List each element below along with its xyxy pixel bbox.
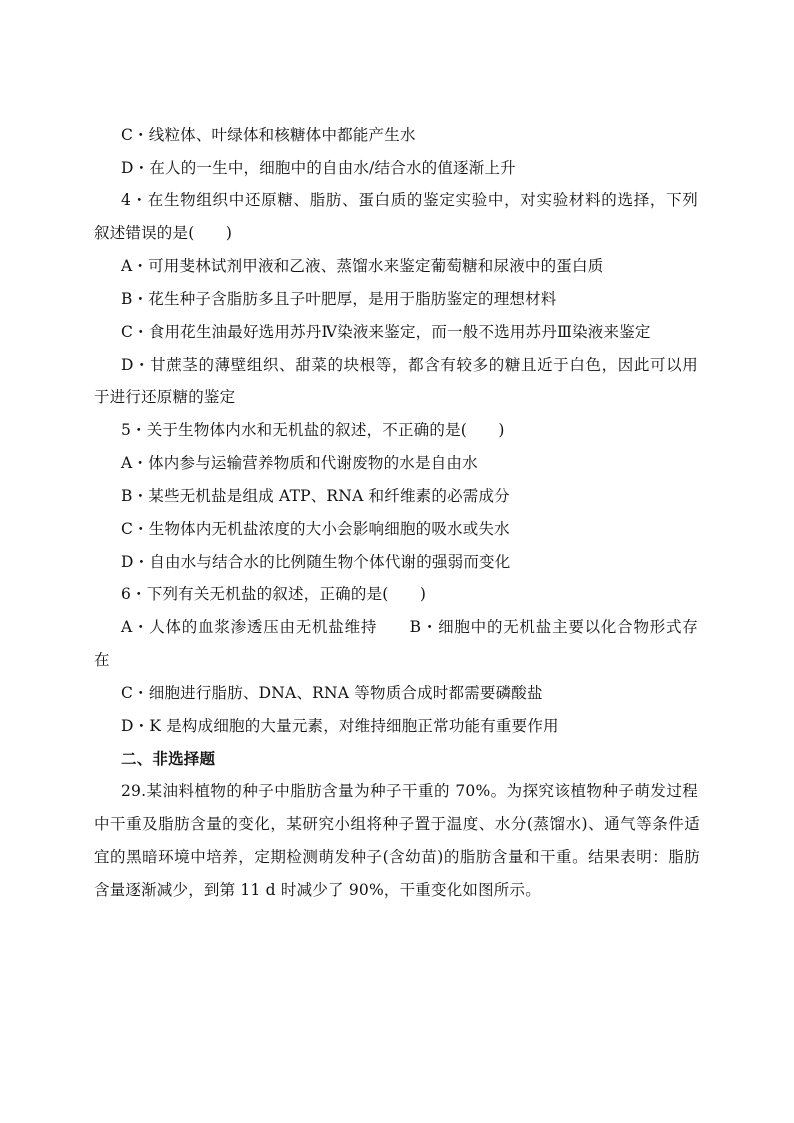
q6-option-ab-line1: A・人体的血浆渗透压由无机盐维持 B・细胞中的无机盐主要以化合物形式存	[121, 618, 698, 636]
q5-option-c: C・生物体内无机盐浓度的大小会影响细胞的吸水或失水	[121, 520, 510, 538]
section-heading-non-choice: 二、非选择题	[121, 749, 216, 768]
q5-option-d: D・自由水与结合水的比例随生物个体代谢的强弱而变化	[121, 553, 511, 571]
q4-option-a: A・可用斐林试剂甲液和乙液、蒸馏水来鉴定葡萄糖和尿液中的蛋白质	[121, 257, 604, 275]
q4-option-d-line1: D・甘蔗茎的薄壁组织、甜菜的块根等，都含有较多的糖且近于白色，因此可以用	[121, 356, 698, 374]
q4-stem-line2: 叙述错误的是( )	[94, 224, 233, 242]
q6-stem: 6・下列有关无机盐的叙述，正确的是( )	[121, 585, 427, 603]
q3-option-c: C・线粒体、叶绿体和核糖体中都能产生水	[121, 126, 416, 144]
q6-option-c: C・细胞进行脂肪、DNA、RNA 等物质合成时都需要磷酸盐	[121, 684, 543, 702]
q4-option-d-line2: 于进行还原糖的鉴定	[94, 388, 236, 406]
q5-option-a: A・体内参与运输营养物质和代谢废物的水是自由水	[121, 454, 478, 472]
q5-stem: 5・关于生物体内水和无机盐的叙述，不正确的是( )	[121, 421, 505, 439]
q29-line4: 含量逐渐减少，到第 11 d 时减少了 90%，干重变化如图所示。	[94, 881, 541, 899]
q4-stem-line1: 4・在生物组织中还原糖、脂肪、蛋白质的鉴定实验中，对实验材料的选择，下列	[121, 191, 698, 209]
q29-line2: 中干重及脂肪含量的变化，某研究小组将种子置于温度、水分(蒸馏水)、通气等条件适	[94, 815, 700, 833]
q5-option-b: B・某些无机盐是组成 ATP、RNA 和纤维素的必需成分	[121, 487, 510, 505]
q6-option-ab-line2: 在	[94, 651, 110, 669]
q29-line3: 宜的黑暗环境中培养，定期检测萌发种子(含幼苗)的脂肪含量和干重。结果表明：脂肪	[94, 848, 700, 866]
q6-option-d: D・K 是构成细胞的大量元素，对维持细胞正常功能有重要作用	[121, 717, 559, 735]
q29-line1: 29.某油料植物的种子中脂肪含量为种子干重的 70%。为探究该植物种子萌发过程	[121, 782, 698, 800]
q4-option-c: C・食用花生油最好选用苏丹Ⅳ染液来鉴定，而一般不选用苏丹Ⅲ染液来鉴定	[121, 323, 651, 341]
q3-option-d: D・在人的一生中，细胞中的自由水/结合水的值逐渐上升	[121, 159, 516, 177]
q4-option-b: B・花生种子含脂肪多且子叶肥厚，是用于脂肪鉴定的理想材料	[121, 290, 557, 308]
